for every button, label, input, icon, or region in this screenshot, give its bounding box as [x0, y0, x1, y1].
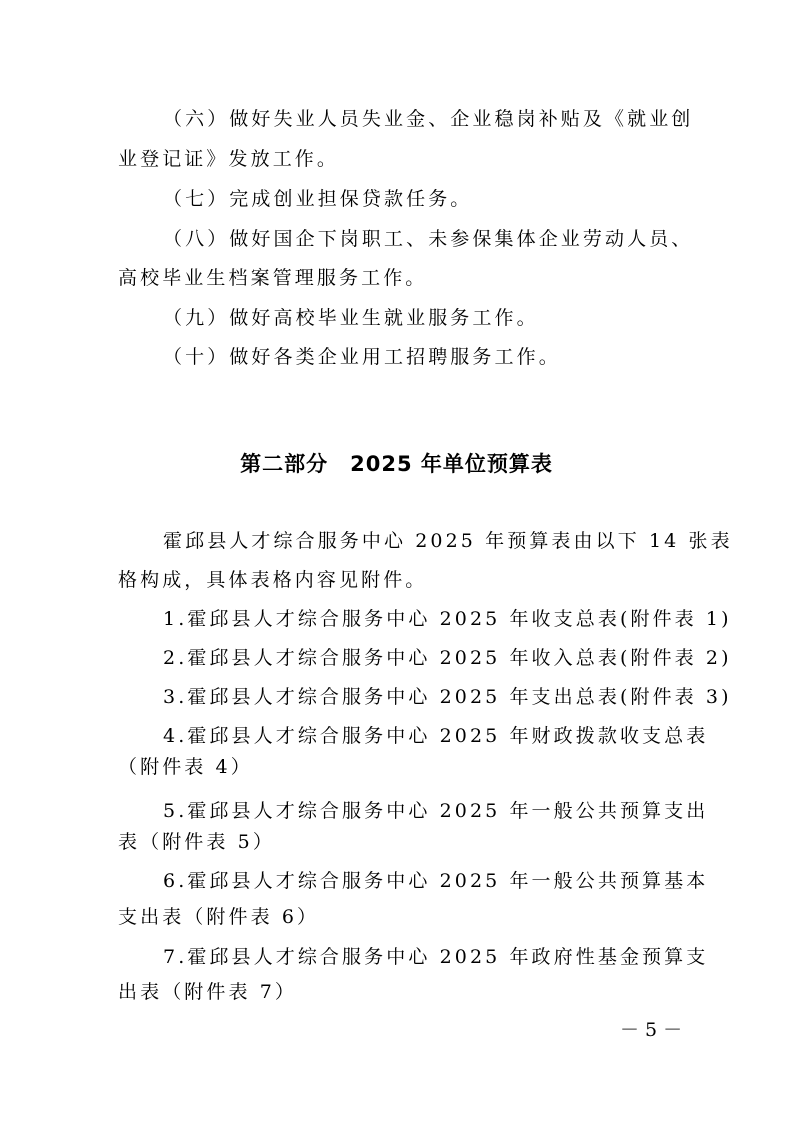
table-list-item-2: 2.霍邱县人才综合服务中心 2025 年收入总表(附件表 2) — [163, 647, 732, 669]
table-list-item-3: 3.霍邱县人才综合服务中心 2025 年支出总表(附件表 3) — [163, 686, 732, 708]
table-list-item-4-line-1: 4.霍邱县人才综合服务中心 2025 年财政拨款收支总表 — [163, 725, 709, 747]
section-heading: 第二部分 2025 年单位预算表 — [240, 452, 553, 476]
paragraph-item-7: （七）完成创业担保贷款任务。 — [163, 188, 473, 210]
table-list-item-6-line-2: 支出表（附件表 6） — [118, 906, 320, 928]
paragraph-item-10: （十）做好各类企业用工招聘服务工作。 — [163, 346, 561, 368]
table-list-item-7-line-1: 7.霍邱县人才综合服务中心 2025 年政府性基金预算支 — [163, 946, 709, 968]
page-number: － 5 － — [620, 1019, 683, 1041]
paragraph-item-8-line-1: （八）做好国企下岗职工、未参保集体企业劳动人员、 — [163, 228, 694, 250]
table-list-item-5-line-1: 5.霍邱县人才综合服务中心 2025 年一般公共预算支出 — [163, 800, 709, 822]
table-list-item-6-line-1: 6.霍邱县人才综合服务中心 2025 年一般公共预算基本 — [163, 870, 709, 892]
paragraph-item-9: （九）做好高校毕业生就业服务工作。 — [163, 307, 539, 329]
intro-line-2: 格构成，具体表格内容见附件。 — [118, 569, 428, 591]
intro-line-1: 霍邱县人才综合服务中心 2025 年预算表由以下 14 张表 — [163, 530, 733, 552]
paragraph-item-6-line-2: 业登记证》发放工作。 — [118, 148, 340, 170]
table-list-item-7-line-2: 出表（附件表 7） — [118, 981, 298, 1003]
table-list-item-1: 1.霍邱县人才综合服务中心 2025 年收支总表(附件表 1) — [163, 608, 732, 630]
paragraph-item-8-line-2: 高校毕业生档案管理服务工作。 — [118, 267, 428, 289]
table-list-item-4-line-2: （附件表 4） — [118, 756, 253, 778]
paragraph-item-6-line-1: （六）做好失业人员失业金、企业稳岗补贴及《就业创 — [163, 108, 694, 130]
table-list-item-5-line-2: 表（附件表 5） — [118, 831, 275, 853]
